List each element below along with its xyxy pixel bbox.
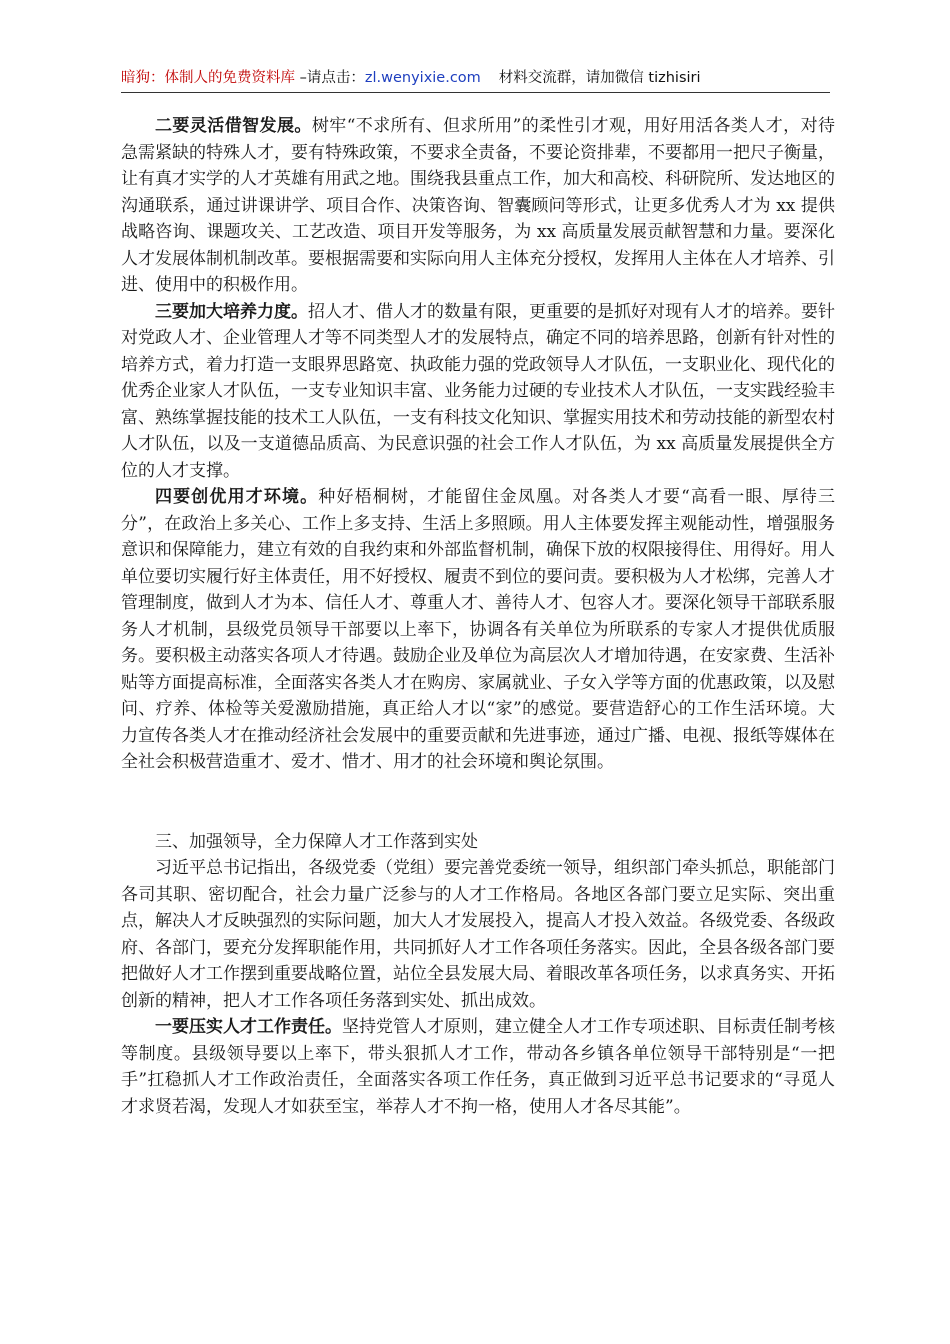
paragraph-lead: 一要压实人才工作责任。 [155,1017,342,1037]
paragraph-lead: 三要加大培养力度。 [155,301,308,322]
page-header [121,66,830,93]
section-heading: 三、加强领导，全力保障人才工作落到实处 [155,831,478,852]
paragraph-lead: 四要创优用才环境。 [155,487,319,507]
header-title: 暗狗：体制人的免费资料库 [121,70,295,86]
paragraph-text: 种好梧桐树，才能留住金凤凰。对各类人才要“高看一眼、厚待三分”，在政治上多关心、工作上多支持、生活上多照顾。用人主体要发挥主观能动性，增强服务意识和保障能力，建立有效的自我约束和外部监督机制，确保下放的权限接得住、用得好。用人单位要切实履行好主体责任，用不好授权、履责不到位的要问责。要积极为人才松绑，完善人才管理制度，做到人才为本、信任人才、尊重人才、善待人才、包容人才。要深化领导干部联系服务人才机制，县级党员领导干部要以上率下，协调各有关单位为所联系的专家人才提供优质服务。要积极主动落实各项人才待遇。鼓励企业及单位为高层次人才增加待遇，在安家费、生活补贴等方面提高标准，全面落实各类人才在购房、家属就业、子女入学等方面的优惠政策，以及慰问、疗养、体检等关爱激励措施，真正给人才以“家”的感觉。要营造舒心的工作生活环境。大力宣传各类人才在推动经济社会发展中的重要贡献和先进事迹，通过广播、电视、报纸等媒体在全社会积极营造重才、爱才、惜才、用才的社会环境和舆论氛围。 [121,487,835,772]
paragraph-2 [121,113,835,299]
header-separator: –请点击： [295,70,365,86]
paragraph-lead: 二要灵活借智发展。 [155,116,312,136]
paragraph-final [121,1014,835,1120]
document-body [121,113,835,1120]
section-intro: 习近平总书记指出，各级党委（党组）要完善党委统一领导，组织部门牵头抓总，职能部门各司其职、密切配合，社会力量广泛参与的人才工作格局。各地区各部门要立足实际、突出重点，解决人才反映强烈的实际问题，加大人才发展投入，提高人才投入效益。各级党委、各级政府、各部门，要充分发挥职能作用，共同抓好人才工作各项任务落实。因此，全县各级各部门要把做好人才工作摆到重要战略位置，站位全县发展大局、着眼改革各项任务，以求真务实、开拓创新的精神，把人才工作各项任务落到实处、抓出成效。 [121,858,835,1011]
paragraph-text: 树牢“不求所有、但求所用”的柔性引才观，用好用活各类人才，对待急需紧缺的特殊人才，要有特殊政策，不要求全责备，不要论资排辈，不要都用一把尺子衡量，让有真才实学的人才英雄有用武之地。围绕我县重点工作，加大和高校、科研院所、发达地区的沟通联系，通过讲课讲学、项目合作、决策咨询、智囊顾问等形式，让更多优秀人才为 xx 提供战略咨询、课题攻关、工艺改造、项目开发等服务，为 xx 高质量发展贡献智慧和力量。要深化人才发展体制机制改革。要根据需要和实际向用人主体充分授权，发挥用人主体在人才培养、引进、使用中的积极作用。 [121,116,836,295]
paragraph-3 [121,299,835,485]
header-contact: 材料交流群，请加微信 tizhisiri [498,70,701,86]
paragraph-text: 招人才、借人才的数量有限，更重要的是抓好对现有人才的培养。要针对党政人才、企业管理人才等不同类型人才的发展特点，确定不同的培养思路，创新有针对性的培养方式，着力打造一支眼界思路宽、执政能力强的党政领导人才队伍，一支职业化、现代化的优秀企业家人才队伍，一支专业知识丰富、业务能力过硬的专业技术人才队伍，一支实践经验丰富、熟练掌握技能的技术工人队伍，一支有科技文化知识、掌握实用技术和劳动技能的新型农村人才队伍，以及一支道德品质高、为民意识强的社会工作人才队伍，为 xx 高质量发展提供全方位的人才支撑。 [121,301,835,481]
paragraph-4 [121,484,835,776]
paragraph-text: 坚持党管人才原则，建立健全人才工作专项述职、目标责任制考核等制度。县级领导要以上率下，带头狠抓人才工作，带动各乡镇各单位领导干部特别是“一把手”扛稳抓人才工作政治责任，全面落实各项工作任务，真正做到习近平总书记要求的“寻觅人才求贤若渴，发现人才如获至宝，举荐人才不拘一格，使用人才各尽其能”。 [121,1017,835,1117]
header-link[interactable]: zl.wenyixie.com [364,70,481,86]
